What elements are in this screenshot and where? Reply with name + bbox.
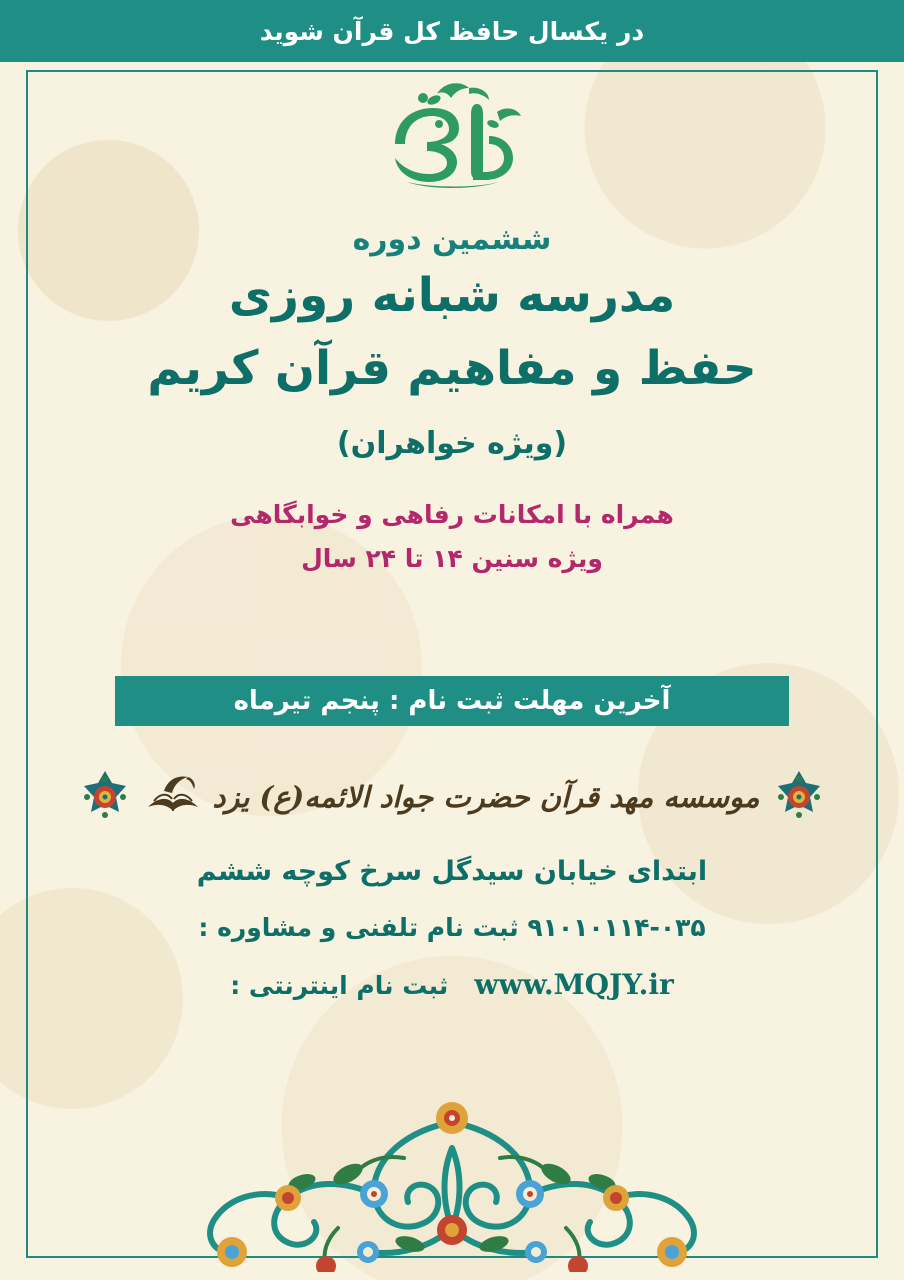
top-banner (0, 0, 904, 62)
headline-line-1: مدرسه شبانه روزی (228, 268, 676, 323)
course-edition-label: ششمین دوره (352, 222, 552, 257)
website-url[interactable]: www.MQJY.ir (474, 968, 674, 1001)
headline-line-2: حفظ و مفاهیم قرآن کریم (147, 340, 757, 396)
phone-label: ثبت نام تلفنی و مشاوره : (198, 913, 519, 942)
left-ornament-icon (770, 768, 828, 826)
note-age-range: ویژه سنین ۱۴ تا ۲۴ سال (301, 544, 603, 574)
deadline-bar (115, 676, 789, 726)
main-content (0, 200, 904, 581)
contact-block (0, 856, 904, 1027)
right-ornament-icon (76, 768, 134, 826)
deadline-text: آخرین مهلت ثبت نام : پنجم تیرماه (233, 686, 671, 716)
address-text: ابتدای خیابان سیدگل سرخ کوچه ششم (196, 856, 708, 887)
floral-ornament (142, 1062, 762, 1272)
website-label: ثبت نام اینترنتی : (230, 971, 449, 1000)
institute-name: موسسه مهد قرآن حضرت جواد الائمه(ع) یزد (212, 780, 760, 814)
institute-line (0, 752, 904, 842)
note-facilities: همراه با امکانات رفاهی و خوابگاهی (230, 500, 674, 530)
audience-subtitle: (ویژه خواهران) (336, 426, 568, 462)
top-banner-text: در یکسال حافظ کل قرآن شوید (259, 16, 645, 46)
phone-line (0, 913, 904, 942)
website-line (0, 968, 904, 1001)
logo (0, 74, 904, 192)
notes-list (0, 493, 904, 581)
open-book-icon (144, 771, 202, 823)
quran-calligraphy-icon (377, 78, 527, 188)
phone-number: ۹۱۰۱۰۱۱۴-۰۳۵ (527, 913, 706, 942)
